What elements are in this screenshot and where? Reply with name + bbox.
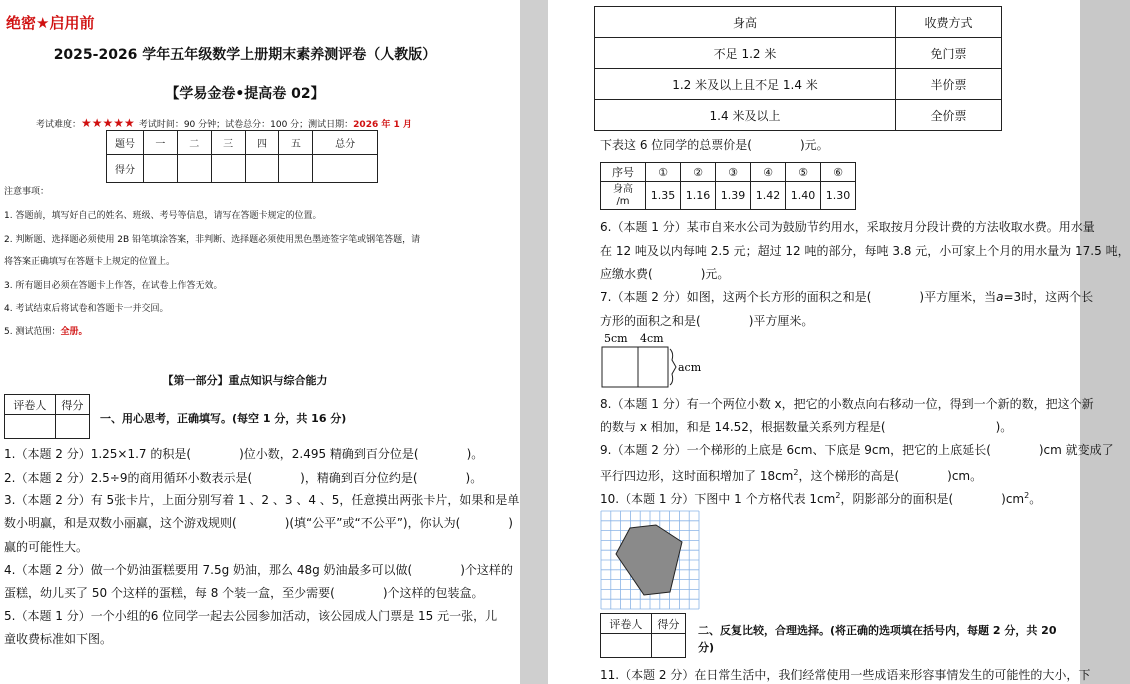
question-9-line2: 平行四边形，这时面积增加了 $18cm^2$，这个梯形的高是( )cm。 (600, 468, 983, 483)
height-index-cell: ⑤ (786, 163, 821, 182)
rectangle-4cm (638, 347, 668, 387)
score-cell (177, 155, 211, 183)
question-6-line2: 在 12 吨及以内每吨 2.5 元；超过 12 吨的部分，每吨 3.8 元，小可家上个月的用水量为 17.5 吨， (600, 244, 1130, 258)
rectangles-figure (600, 330, 710, 392)
exam-title: 2025-2026 学年五年级数学上册期末素养测评卷（人教版） (53, 47, 437, 63)
grader-score-cell (651, 634, 685, 658)
score-header-cell: 四 (245, 131, 279, 155)
note-item: 2. 判断题、选择题必须使用 2B 铅笔填涂答案，非判断、选择题必须使用黑色墨迹签字笔或钢笔答题，请 (4, 235, 421, 245)
question-8-line1: 8.（本题 1 分）有一个两位小数 x，把它的小数点向右移动一位，得到一个新的数，把这个新 (600, 397, 1094, 411)
height-value-label: 身高 /m (601, 182, 646, 210)
label-4cm: 4cm (640, 332, 664, 345)
question-7-line1: 7.（本题 2 分）如图，这两个长方形的面积之和是( )平方厘米，当a=3时，这两个长 (600, 290, 1094, 304)
note-item: 1. 答题前，填写好自己的姓名、班级、考号等信息，请写在答题卡规定的位置。 (4, 211, 322, 221)
score-table (106, 130, 378, 183)
fee-table-row (595, 38, 1002, 69)
right-page (548, 0, 1130, 684)
shaded-shape (616, 525, 682, 595)
score-cell (245, 155, 279, 183)
grader-score-cell (55, 415, 89, 439)
question-9-line1: 9.（本题 2 分）一个梯形的上底是 6cm、下底是 9cm，把它的上底延长( )cm 就变成了 (600, 443, 1114, 457)
height-value-cell: 1.42 (751, 182, 786, 210)
question-4-line2: 蛋糕，幼儿买了 50 个这样的蛋糕，每 8 个装一盒，至少需要( )个这样的包装盒。 (4, 586, 484, 600)
score-label: 得分 (651, 614, 685, 634)
fee-cell: 1.4 米及以上 (595, 100, 896, 131)
note-item: 4. 考试结束后将试卷和答题卡一并交回。 (4, 304, 169, 314)
grader-cell (601, 634, 652, 658)
question-3-line1: 3.（本题 2 分）有 5张卡片，上面分别写着 1 、2 、3 、4 、5，任意摸出两张卡片，如果和是单 (4, 493, 520, 507)
fee-table-row (595, 100, 1002, 131)
score-table-row (107, 155, 378, 183)
grader-cell (5, 415, 56, 439)
height-table-value-row (601, 182, 856, 210)
height-value-cell: 1.30 (821, 182, 856, 210)
fee-table-row (595, 69, 1002, 100)
fee-cell: 全价票 (896, 100, 1002, 131)
question-7-line2: 方形的面积之和是( )平方厘米。 (600, 314, 814, 328)
part1-heading: 【第一部分】重点知识与综合能力 (162, 374, 328, 387)
fee-cell: 半价票 (896, 69, 1002, 100)
section2-heading-line1: 二、反复比较，合理选择。(将正确的选项填在括号内，每题 2 分，共 20 (698, 624, 1057, 637)
fee-table (594, 6, 1002, 131)
question-11: 11.（本题 2 分）在日常生活中，我们经常使用一些成语来形容事情发生的可能性的大小，下 (600, 668, 1091, 682)
fee-cell: 1.2 米及以上且不足 1.4 米 (595, 69, 896, 100)
note-item: 将答案正确填写在答题卡上规定的位置上。 (4, 257, 176, 267)
score-header-cell: 二 (177, 131, 211, 155)
question-5-line2: 童收费标准如下图。 (4, 632, 113, 646)
height-value-cell: 1.40 (786, 182, 821, 210)
height-value-cell: 1.35 (646, 182, 681, 210)
note-item-5 (4, 324, 87, 337)
score-table-header-row (107, 131, 378, 155)
fee-table-header-row (595, 7, 1002, 38)
grader-label: 评卷人 (601, 614, 652, 634)
score-header-cell: 三 (211, 131, 245, 155)
score-cell (313, 155, 378, 183)
height-value-cell: 1.16 (681, 182, 716, 210)
question-3-line3: 赢的可能性大。 (4, 540, 89, 554)
score-header-cell: 一 (144, 131, 178, 155)
left-page (0, 0, 520, 684)
side-brace-icon (670, 349, 676, 385)
fee-cell: 不足 1.2 米 (595, 38, 896, 69)
question-5-continued: 下表这 6 位同学的总票价是( )元。 (600, 138, 829, 152)
score-row-label: 得分 (107, 155, 144, 183)
height-table (600, 162, 856, 210)
note-item: 3. 所有题目必须在答题卡上作答，在试卷上作答无效。 (4, 281, 223, 291)
page-gap (520, 0, 548, 684)
question-5-line1: 5.（本题 1 分）一个小组的6 位同学一起去公园参加活动，该公园成人门票是 15 元一张，儿 (4, 609, 498, 623)
difficulty-stars-icon: ★★★★★ (81, 116, 135, 130)
question-6-line1: 6.（本题 1 分）某市自来水公司为鼓励节约用水，采取按月分段计费的方法收取水费。用水量 (600, 220, 1095, 234)
question-2: 2.（本题 2 分）2.5÷9的商用循环小数表示是( )，精确到百分位约是( )。 (4, 471, 483, 485)
label-acm: acm (678, 361, 702, 374)
exam-date: 2026 年 1 月 (353, 120, 412, 130)
height-table-index-row (601, 163, 856, 182)
score-header-cell: 五 (279, 131, 313, 155)
grader-label: 评卷人 (5, 395, 56, 415)
question-8-line2: 的数与 x 相加，和是 14.52，根据数量关系列方程是( )。 (600, 420, 1013, 434)
note5-value: 全册。 (60, 327, 88, 337)
time-score-info: 考试时间：90 分钟；试卷总分：100 分；测试日期： (138, 120, 354, 130)
height-value-cell: 1.39 (716, 182, 751, 210)
notes-title: 注意事项： (4, 187, 50, 197)
grid-figure (600, 510, 700, 610)
score-cell (144, 155, 178, 183)
height-index-cell: ① (646, 163, 681, 182)
height-index-cell: ④ (751, 163, 786, 182)
exam-info (36, 116, 412, 130)
section2-heading-line2: 分) (698, 641, 715, 654)
question-1: 1.（本题 2 分）1.25×1.7 的积是( )位小数，2.495 精确到百分位是( )。 (4, 447, 484, 461)
section1-heading: 一、用心思考，正确填写。(每空 1 分，共 16 分) (100, 412, 347, 425)
difficulty-label: 考试难度： (36, 120, 82, 130)
score-cell (211, 155, 245, 183)
grader-box-2 (600, 613, 686, 658)
score-label: 得分 (55, 395, 89, 415)
height-index-cell: ⑥ (821, 163, 856, 182)
secret-label: 绝密★启用前 (6, 14, 95, 32)
height-index-cell: ② (681, 163, 716, 182)
question-6-line3: 应缴水费( )元。 (600, 267, 730, 281)
height-index-cell: ③ (716, 163, 751, 182)
score-cell (279, 155, 313, 183)
fee-header-method: 收费方式 (896, 7, 1002, 38)
exam-subtitle: 【学易金卷•提高卷 02】 (165, 86, 325, 102)
question-3-line2: 数小明赢，和是双数小丽赢，这个游戏规则( )(填“公平”或“不公平”)，你认为( ) (4, 516, 513, 530)
height-index-label: 序号 (601, 163, 646, 182)
label-5cm: 5cm (604, 332, 628, 345)
note5-prefix: 5. 测试范围： (4, 327, 61, 337)
question-4-line1: 4.（本题 2 分）做一个奶油蛋糕要用 7.5g 奶油，那么 48g 奶油最多可以做( )个这样的 (4, 563, 513, 577)
score-header-cell: 总分 (313, 131, 378, 155)
rectangle-5cm (602, 347, 638, 387)
score-header-cell: 题号 (107, 131, 144, 155)
question-10: 10.（本题 1 分）下图中 1 个方格代表 $1cm^2$，阴影部分的面积是( )$cm^2$。 (600, 491, 1042, 506)
fee-header-height: 身高 (595, 7, 896, 38)
fee-cell: 免门票 (896, 38, 1002, 69)
grader-box (4, 394, 90, 439)
